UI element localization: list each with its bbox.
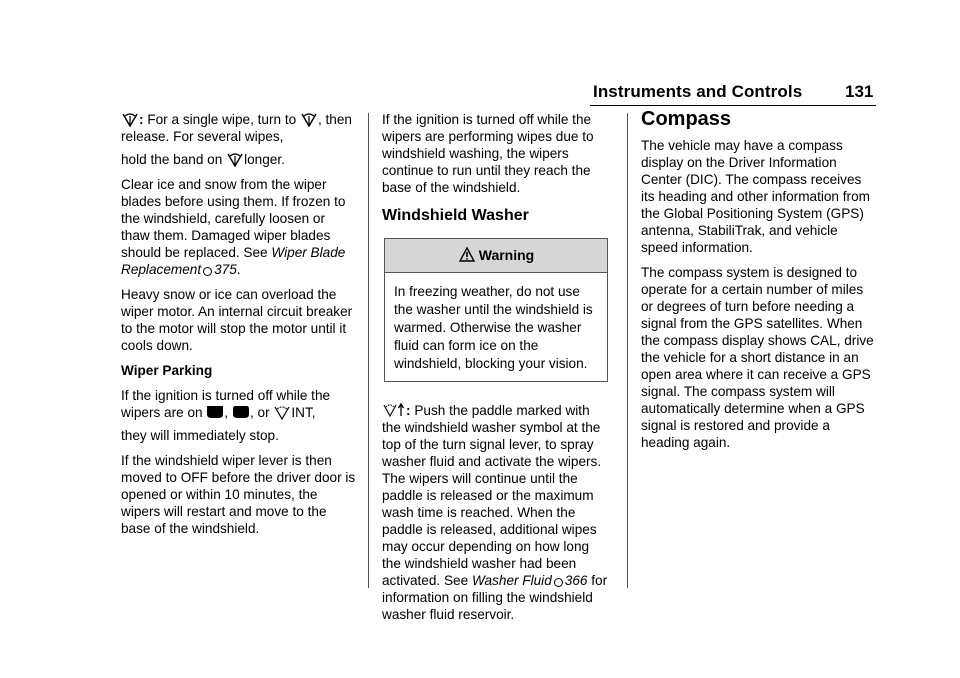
washer-paragraph (382, 402, 610, 623)
ice-paragraph (121, 176, 357, 278)
text: For a single wipe, turn to (147, 112, 297, 127)
section-title: Instruments and Controls (593, 82, 803, 101)
link-wiper-blade-replacement[interactable]: Wiper Blade Replacement (121, 245, 346, 277)
wiper-parking-heading: Wiper Parking (121, 363, 213, 378)
text: hold the band on (121, 152, 223, 167)
low-speed-wiper-icon (232, 405, 250, 423)
text: , or (249, 405, 270, 420)
text: . (236, 262, 241, 277)
link-washer-fluid[interactable]: Washer Fluid (471, 573, 552, 588)
colon: : (406, 403, 411, 418)
intermittent-wiper-icon (274, 404, 290, 420)
header-rule (590, 105, 876, 106)
page-number: 131 (845, 82, 874, 101)
mist-wiper-icon (122, 111, 138, 127)
text: , (317, 112, 322, 127)
column-divider-1 (368, 113, 369, 588)
ignition-paragraph: If the ignition is turned off while the wipers are performing wipes due to windshield washing, the wipers continue to run until they reach the base of the windshield. (382, 112, 594, 195)
text: then release. For several wipes, (121, 112, 352, 144)
warning-body: In freezing weather, do not use the washer until the windshield is warmed. Otherwise the washer fluid can form ice on the windshield, blocking your vision. (394, 284, 593, 371)
text: Push the paddle marked with the windshield washer symbol at the top of the turn signal lever, to spray washer fluid and activate the wipers. The wipers will continue until the paddle is released or the maximum wash time is reached. When the paddle is released, additional wipes may occur depending on how long the windshield washer had been activated. See (382, 403, 602, 588)
page-reference-icon (202, 266, 213, 277)
column-2 (382, 111, 610, 631)
page-ref[interactable]: 366 (564, 573, 588, 588)
mist-paragraph (121, 111, 357, 168)
text: Clear ice and snow from the wiper blades before using them. If frozen to the windshield, carefully loosen or thaw them. Damaged wiper blades should be replaced. See (121, 177, 346, 260)
warning-triangle-icon (459, 247, 475, 262)
warning-title: Warning (478, 247, 535, 263)
page-header (0, 82, 960, 108)
page-reference-icon (553, 577, 564, 588)
colon: : (139, 112, 144, 127)
parking-paragraph (121, 387, 357, 444)
washer-icon (383, 402, 405, 418)
compass-paragraph-1: The vehicle may have a compass display on the Driver Information Center (DIC). The compass receives its heading and other information from the Global Positioning System (GPS) antenna, StabiliTrak, and vehicle speed information. (641, 138, 870, 255)
off-paragraph: If the windshield wiper lever is then moved to OFF before the driver door is opened or within 10 minutes, the wipers will restart and move to the base of the windshield. (121, 453, 356, 536)
overload-paragraph: Heavy snow or ice can overload the wiper motor. An internal circuit breaker to the motor will stop the motor until it cools down. (121, 287, 353, 353)
page-ref[interactable]: 375 (214, 262, 237, 277)
text: If the ignition is turned off while the wipers are on (121, 388, 331, 420)
text: INT, (291, 405, 316, 420)
text: , (224, 405, 229, 420)
text: they will immediately stop. (121, 428, 279, 443)
column-3 (641, 108, 877, 459)
compass-paragraph-2: The compass system is designed to operate for a certain number of miles or degrees of turn before needing a signal from the GPS satellites. When the compass display shows CAL, drive the vehicle for a short distance in an open area where it can receive a GPS signal. The compass system will automatically determine when a GPS signal is restored and provide a heading again. (641, 265, 874, 450)
high-speed-wiper-icon (206, 405, 224, 423)
mist-wiper-icon (301, 111, 317, 127)
column-divider-2 (627, 113, 628, 588)
warning-box (384, 238, 608, 382)
windshield-washer-heading: Windshield Washer (382, 207, 529, 224)
column-1 (121, 111, 357, 545)
compass-heading: Compass (641, 108, 732, 130)
text: longer. (244, 152, 285, 167)
mist-wiper-icon (227, 151, 243, 167)
warning-header (385, 239, 607, 273)
text: for information on filling the windshield washer fluid reservoir. (382, 573, 608, 622)
